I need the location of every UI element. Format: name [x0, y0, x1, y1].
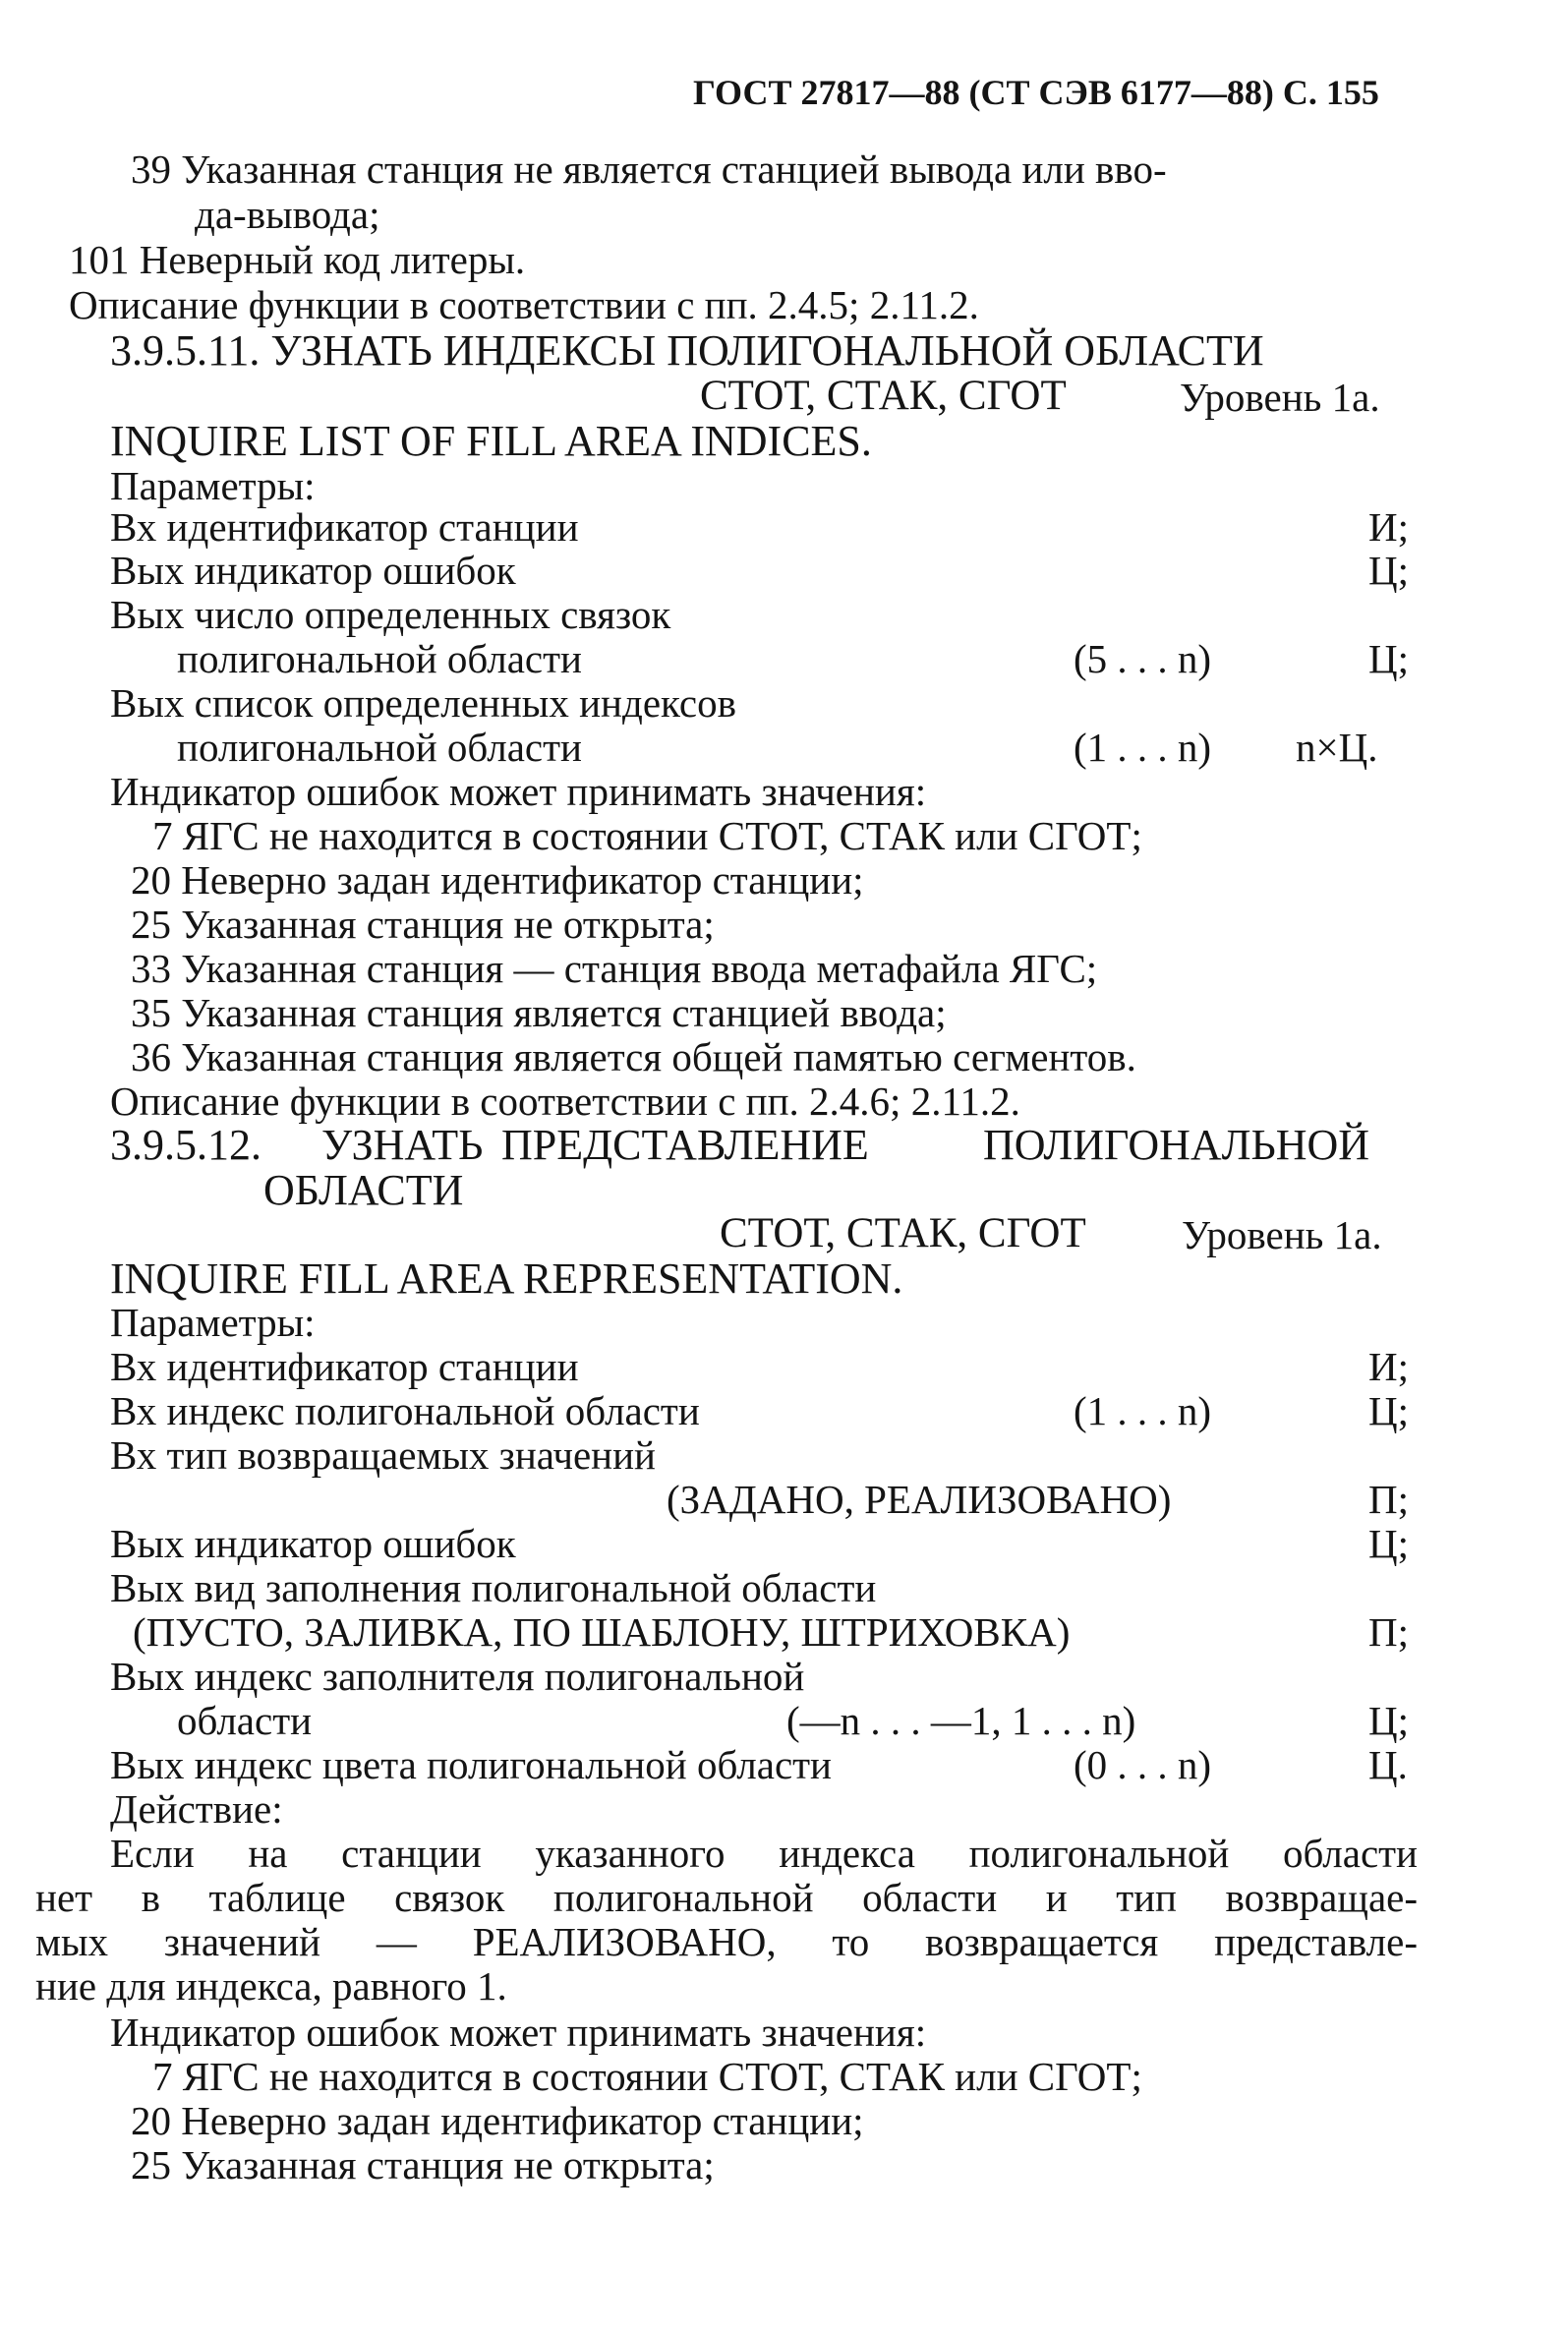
- param-type: Ц;: [1368, 1521, 1409, 1566]
- title-word: УЗНАТЬ: [321, 1121, 484, 1169]
- param-range: (ЗАДАНО, РЕАЛИЗОВАНО): [667, 1477, 1172, 1522]
- param-type: И;: [1368, 504, 1409, 550]
- title-word: ПОЛИГОНАЛЬНОЙ: [983, 1121, 1370, 1169]
- param-continuation: области: [177, 1698, 313, 1743]
- param-range: (—n . . . —1, 1 . . . n): [786, 1698, 1136, 1743]
- param-range: (1 . . . n): [1074, 1388, 1212, 1433]
- error-item: 33 Указанная станция — станция ввода метафайла ЯГС;: [131, 946, 1098, 991]
- param-text: Вых список определенных индексов: [110, 680, 736, 726]
- param-text: Вх индекс полигональной области: [110, 1388, 700, 1433]
- param-type: Ц;: [1368, 1698, 1409, 1743]
- section-level: Уровень 1а.: [1180, 375, 1380, 420]
- parameters-label: Параметры:: [110, 1300, 316, 1345]
- english-function-name: INQUIRE FILL AREA REPRESENTATION.: [110, 1254, 903, 1303]
- error-101: 101 Неверный код литеры.: [69, 237, 526, 282]
- error-item: 36 Указанная станция является общей памятью сегментов.: [131, 1034, 1136, 1079]
- action-label: Действие:: [110, 1786, 283, 1832]
- error-item: 25 Указанная станция не открыта;: [131, 902, 715, 947]
- param-type: И;: [1368, 1344, 1409, 1389]
- param-text: Вых вид заполнения полигональной области: [110, 1565, 877, 1610]
- param-range: (0 . . . n): [1074, 1742, 1212, 1787]
- param-text: Вых число определенных связок: [110, 592, 671, 637]
- error-item: 7 ЯГС не находится в состоянии СТОТ, СТАК или СГОТ;: [152, 2054, 1142, 2099]
- param-type: П;: [1368, 1609, 1409, 1655]
- param-type: Ц;: [1368, 548, 1409, 593]
- param-range: (ПУСТО, ЗАЛИВКА, ПО ШАБЛОНУ, ШТРИХОВКА): [133, 1609, 1071, 1655]
- param-text: Вх тип возвращаемых значений: [110, 1432, 656, 1478]
- english-function-name: INQUIRE LIST OF FILL AREA INDICES.: [110, 417, 872, 465]
- param-range: (1 . . . n): [1074, 725, 1212, 770]
- param-type: Ц.: [1368, 1742, 1408, 1787]
- action-line: нет в таблице связок полигональной области и тип возвращае-: [35, 1875, 1418, 1920]
- function-description: Описание функции в соответствии с пп. 2.4.6; 2.11.2.: [110, 1078, 1020, 1124]
- section-states: СТОТ, СТАК, СГОТ: [720, 1210, 1086, 1256]
- section-level: Уровень 1а.: [1182, 1212, 1382, 1257]
- param-continuation: полигональной области: [177, 636, 582, 681]
- title-word: ПРЕДСТАВЛЕНИЕ: [501, 1121, 869, 1169]
- error-item: 25 Указанная станция не открыта;: [131, 2142, 715, 2187]
- section-title-3-9-5-11: 3.9.5.11. УЗНАТЬ ИНДЕКСЫ ПОЛИГОНАЛЬНОЙ ОБЛАСТИ: [110, 326, 1264, 375]
- section-states: СТОТ, СТАК, СГОТ: [700, 373, 1067, 419]
- section-number: 3.9.5.12.: [110, 1121, 261, 1169]
- error-39-line2: да-вывода;: [195, 192, 380, 237]
- function-description: Описание функции в соответствии с пп. 2.4.5; 2.11.2.: [69, 282, 979, 327]
- error-item: 7 ЯГС не находится в состоянии СТОТ, СТАК или СГОТ;: [152, 813, 1142, 858]
- title-line2: ОБЛАСТИ: [263, 1166, 464, 1214]
- param-text: Вх идентификатор станции: [110, 504, 579, 550]
- error-item: 20 Неверно задан идентификатор станции;: [131, 2098, 864, 2143]
- error-item: 35 Указанная станция является станцией ввода;: [131, 990, 947, 1035]
- action-line: мых значений — РЕАЛИЗОВАНО, то возвращается представле-: [35, 1919, 1418, 1964]
- param-range: (5 . . . n): [1074, 636, 1212, 681]
- error-item: 20 Неверно задан идентификатор станции;: [131, 857, 864, 903]
- errors-label: Индикатор ошибок может принимать значения:: [110, 2010, 927, 2055]
- param-text: Вых индекс цвета полигональной области: [110, 1742, 832, 1787]
- param-type: П;: [1368, 1477, 1409, 1522]
- error-39-line1: 39 Указанная станция не является станцией вывода или вво-: [131, 146, 1167, 192]
- param-text: Вых индекс заполнителя полигональной: [110, 1654, 805, 1699]
- errors-label: Индикатор ошибок может принимать значения:: [110, 769, 927, 814]
- parameters-label: Параметры:: [110, 463, 316, 508]
- param-type: Ц;: [1368, 636, 1409, 681]
- param-text: Вых индикатор ошибок: [110, 548, 516, 593]
- page-header: ГОСТ 27817—88 (СТ СЭВ 6177—88) С. 155: [693, 73, 1379, 112]
- param-text: Вх идентификатор станции: [110, 1344, 579, 1389]
- param-text: Вых индикатор ошибок: [110, 1521, 516, 1566]
- param-type: Ц;: [1368, 1388, 1409, 1433]
- param-continuation: полигональной области: [177, 725, 582, 770]
- action-line: ние для индекса, равного 1.: [35, 1963, 507, 2009]
- action-line: Если на станции указанного индекса полигональной области: [110, 1831, 1418, 1876]
- param-type: n×Ц.: [1296, 725, 1378, 770]
